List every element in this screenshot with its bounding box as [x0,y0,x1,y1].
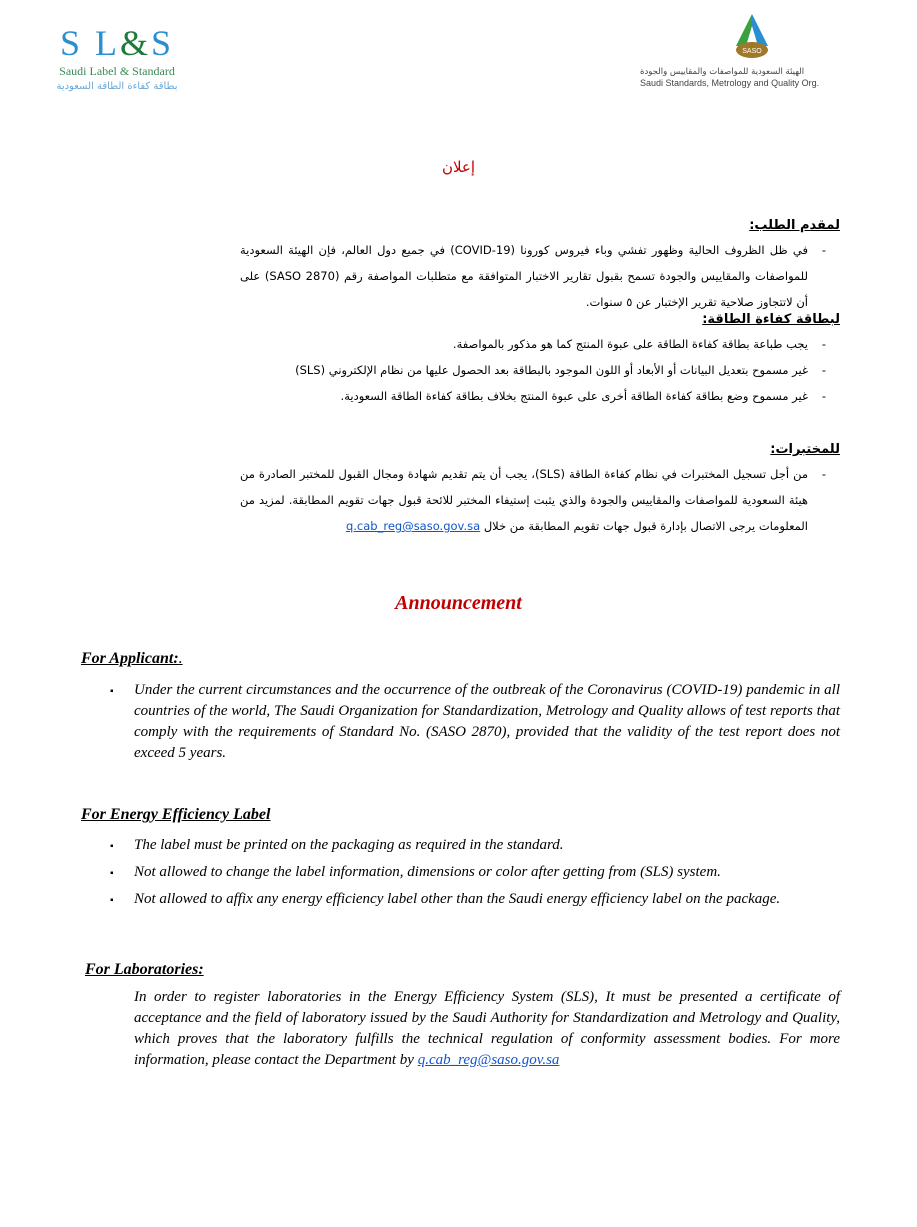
list-item: ▪ The label must be printed on the packaging as required in the standard. [110,837,564,853]
logo-english: Saudi Label & Standard [59,64,175,78]
logo-amp: & [119,23,151,63]
list-item: - من أجل تسجيل المختبرات في نظام كفاءة الطاقة (SLS)، يجب أن يتم تقديم شهادة ومجال القبول للمختبر الصادرة من هيئة السعودية للمواصفات والمقاييس والجودة والذي يثبت إستيفاء المختبر للائحة قبول جهات تقويم المطابقة. لمزيد من المعلومات يرجى الاتصال بإدارة قبول جهات تقويم المطابقة من خلال q.cab_reg@saso.gov.sa [240,467,827,533]
list-item: ▪ Not allowed to affix any energy efficiency label other than the Saudi energy efficiency label on the package. [110,891,781,907]
saso-logo [640,12,880,88]
sls-logo [52,24,182,92]
english-title: Announcement [395,592,522,614]
logo-letters: S [151,23,175,63]
list-item: - غير مسموح وضع بطاقة كفاءة الطاقة أخرى على عبوة المنتج بخلاف بطاقة كفاءة الطاقة السعودية. [340,389,827,403]
list-item: - في ظل الظروف الحالية وظهور تفشي وباء فيروس كورونا (COVID-19) في جميع دول العالم، فإن الهيئة السعودية للمواصفات والمقاييس والجودة تسمح بقبول تقارير الاختبار المتوافقة مع متطلبات المواصفة رقم (SASO 2870) على أن لاتتجاوز صلاحية تقرير الإختبار عن ٥ سنوات. [240,243,827,309]
list-item: ▪ Not allowed to change the label information, dimensions or color after getting from (SLS) system. [110,864,721,880]
saso-emblem-icon [732,12,772,60]
email-link[interactable]: q.cab_reg@saso.gov.sa [417,1052,560,1068]
arabic-labs-section [240,442,840,539]
section-heading: لمقدم الطلب: [749,218,840,233]
logo-english: Saudi Standards, Metrology and Quality Org. [640,78,820,88]
arabic-applicant-section [240,218,840,315]
section-heading: For Laboratories: [85,961,204,978]
label-list [110,835,840,916]
list-item: - يجب طباعة بطاقة كفاءة الطاقة على عبوة المنتج كما هو مذكور بالمواصفة. [452,337,827,351]
section-heading: للمختبرات: [770,442,840,457]
section-heading: لبطاقة كفاءة الطاقة: [702,312,840,327]
applicant-list [110,680,840,769]
logo-arabic: الهيئة السعودية للمواصفات والمقاييس والجودة [640,67,805,77]
labs-paragraph: In order to register laboratories in the Energy Efficiency System (SLS), It must be presented a certificate of acceptance and the field of laboratory issued by the Saudi Authority for Standardization and Metrology and Quality, which proves that the laboratory fulfills the technical regulation of conformity assessment bodies. For more information, please contact the Department by q.cab_reg@saso.gov.sa [134,989,840,1068]
email-link[interactable]: q.cab_reg@saso.gov.sa [345,519,481,533]
list-item: - غير مسموح بتعديل البيانات أو الأبعاد أو اللون الموجود بالبطاقة بعد الحصول عليها من نظام الإلكتروني (SLS) [295,363,827,377]
svg-text:SASO: SASO [742,48,762,55]
section-heading: For Applicant:. [81,650,183,667]
arabic-title: إعلان [441,158,476,176]
section-heading: For Energy Efficiency Label [81,806,271,823]
list-item: ▪ Under the current circumstances and the occurrence of the outbreak of the Coronavirus (COVID-19) pandemic in all countries of the world, The Saudi Organization for Standardization, Metrology and Quality allows of test reports that comply with the requirements of Standard No. (SASO 2870), provided that the validity of the test report does not exceed 5 years. [110,682,840,761]
logo-letters: S L [59,23,120,63]
arabic-label-section [240,312,840,409]
logo-arabic: بطاقة كفاءة الطاقة السعودية [56,81,178,92]
